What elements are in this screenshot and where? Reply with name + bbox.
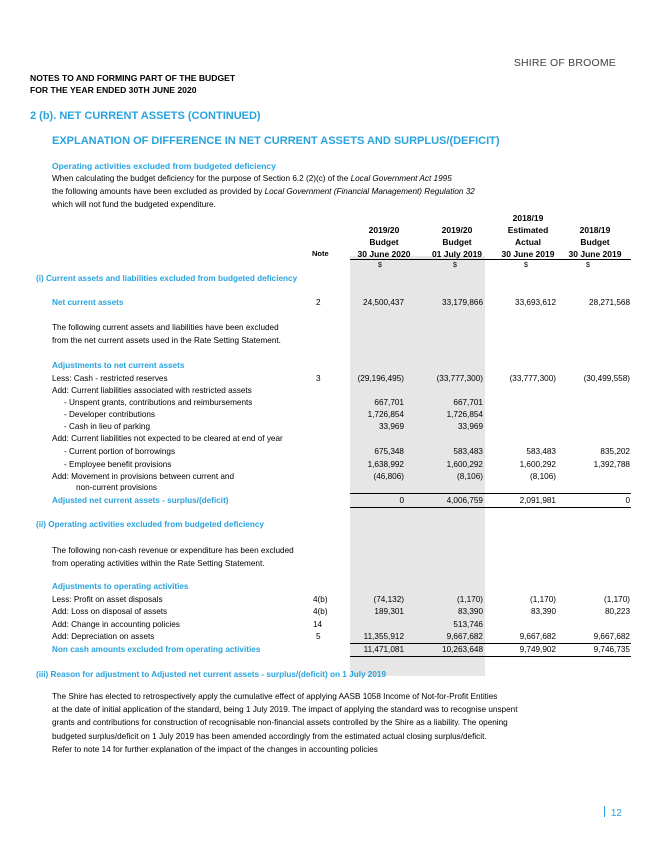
- page-number: 12: [610, 808, 622, 819]
- table-row-label: - Developer contributions: [64, 410, 156, 419]
- table-row-c2: 33,969: [457, 422, 483, 431]
- noncash-total-label: Non cash amounts excluded from operating activities: [52, 645, 261, 654]
- currency-c4: $: [586, 262, 590, 269]
- table-row-note: 3: [316, 374, 321, 383]
- organisation-name: SHIRE OF BROOME: [513, 57, 616, 69]
- table-row-label: - Cash in lieu of parking: [64, 422, 151, 431]
- currency-c3: $: [524, 262, 528, 269]
- noncash-total-c2: 10,263,648: [442, 645, 483, 654]
- section-ii-title: (ii) Operating activities excluded from budgeted deficiency: [36, 520, 264, 529]
- intro-regulation: Local Government (Financial Management) Regulation 32: [264, 187, 475, 197]
- table-row-c4: 80,223: [604, 607, 630, 616]
- intro-paragraph: [52, 172, 552, 212]
- noncash-top-rule: [350, 643, 631, 644]
- adjusted-c2: 4,006,759: [446, 496, 483, 505]
- notes-line-2: FOR THE YEAR ENDED 30TH JUNE 2020: [30, 85, 197, 95]
- table-row-c4: (30,499,558): [583, 374, 630, 383]
- header-estimated-actual: [488, 212, 568, 260]
- table-row-label: Add: Change in accounting policies: [52, 620, 180, 629]
- noncash-total-c1: 11,471,081: [363, 645, 404, 654]
- header-c3-date: 30 June 2019: [501, 249, 555, 259]
- table-row-c3: (1,170): [530, 595, 556, 604]
- adjusted-label: Adjusted net current assets - surplus/(deficit): [52, 496, 229, 505]
- table-row-c2: (8,106): [457, 472, 483, 481]
- adjusted-c4: 0: [625, 496, 630, 505]
- table-row-c3: 1,600,292: [519, 460, 556, 469]
- header-c2-type: Budget: [442, 237, 472, 247]
- table-row-c2: (33,777,300): [436, 374, 483, 383]
- table-row-c1: 33,969: [378, 422, 404, 431]
- table-row-c4: 835,202: [600, 447, 630, 456]
- adjustments-operating-title: Adjustments to operating activities: [52, 582, 189, 591]
- intro-act: Local Government Act 1995: [350, 174, 452, 183]
- table-row-label: - Unspent grants, contributions and reimbursements: [64, 398, 253, 407]
- header-c3-sub: Actual: [515, 237, 541, 247]
- table-row-c1: 1,638,992: [367, 460, 404, 469]
- header-budget-2019: [560, 224, 630, 260]
- table-row-c3: 83,390: [530, 607, 556, 616]
- reason-line-3: grants and contributions for construction of recognisable non-financial assets controlled by the Shire as a liability. The opening: [52, 718, 508, 728]
- intro-text-2: the following amounts have been excluded as provided by: [52, 187, 265, 197]
- table-row-label: - Current portion of borrowings: [64, 447, 176, 456]
- table-row-c1: 189,301: [374, 607, 404, 616]
- table-row-label: Add: Movement in provisions between current and: [52, 472, 235, 481]
- table-row-c2: 1,726,854: [446, 410, 483, 419]
- table-row-note: 4(b): [313, 595, 328, 604]
- header-c3-year: 2018/19: [512, 213, 544, 223]
- table-row-c1: 667,701: [374, 398, 404, 407]
- table-row-c4: (1,170): [604, 595, 630, 604]
- section-i-title: (i) Current assets and liabilities excluded from budgeted deficiency: [36, 274, 298, 283]
- table-row-c3: (8,106): [530, 472, 556, 481]
- header-budget-2019-july: [418, 224, 496, 260]
- net-current-assets-c4: 28,271,568: [589, 298, 630, 307]
- table-row-label: Add: Depreciation on assets: [52, 632, 155, 641]
- table-row-note: 4(b): [313, 607, 328, 616]
- table-row-c1: 11,355,912: [363, 632, 404, 641]
- following-noncash-line-1: The following non-cash revenue or expenditure has been excluded: [52, 546, 294, 555]
- reason-paragraph: [52, 690, 572, 756]
- table-row-c2: 667,701: [453, 398, 483, 407]
- table-row-label: - Employee benefit provisions: [64, 460, 172, 469]
- header-c4-type: Budget: [580, 237, 610, 247]
- header-budget-2020: [345, 224, 423, 260]
- table-row-label: Less: Cash - restricted reserves: [52, 374, 168, 383]
- table-row-label: non-current provisions: [76, 483, 158, 492]
- footer-divider: [604, 806, 605, 817]
- table-row-c3: 583,483: [526, 447, 556, 456]
- header-c3-type: Estimated: [507, 225, 549, 235]
- net-current-assets-c3: 33,693,612: [515, 298, 556, 307]
- noncash-total-c3: 9,749,902: [519, 645, 556, 654]
- net-current-assets-c1: 24,500,437: [363, 298, 404, 307]
- operating-subheading: Operating activities excluded from budgeted deficiency: [52, 161, 276, 171]
- header-c2-year: 2019/20: [441, 225, 473, 235]
- adjustments-title: Adjustments to net current assets: [52, 361, 185, 370]
- currency-c1: $: [378, 262, 382, 269]
- header-c2-date: 01 July 2019: [431, 249, 483, 259]
- table-row-c4: 9,667,682: [593, 632, 630, 641]
- table-row-note: 14: [313, 620, 323, 629]
- table-row-c1: 675,348: [374, 447, 404, 456]
- header-c4-date: 30 June 2019: [568, 249, 622, 259]
- table-row-label: Add: Current liabilities not expected to be cleared at end of year: [52, 434, 283, 443]
- page-footer: [604, 806, 622, 819]
- subsection-title: EXPLANATION OF DIFFERENCE IN NET CURRENT ASSETS AND SURPLUS/(DEFICIT): [52, 135, 500, 147]
- net-current-assets-label: Net current assets: [52, 298, 124, 307]
- net-current-assets-note: 2: [316, 298, 321, 307]
- noncash-total-c4: 9,746,735: [593, 645, 630, 654]
- notes-line-1: NOTES TO AND FORMING PART OF THE BUDGET: [30, 73, 236, 83]
- table-row-c2: 1,600,292: [446, 460, 483, 469]
- notes-heading: [30, 72, 235, 96]
- reason-line-2: at the date of initial application of the standard, being 1 July 2019. The impact of applying the standard was to recognise unspent: [52, 705, 518, 715]
- header-c1-year: 2019/20: [368, 225, 400, 235]
- header-c4-year: 2018/19: [579, 225, 611, 235]
- table-row-c2: 9,667,682: [446, 632, 483, 641]
- intro-text-3: which will not fund the budgeted expenditure.: [52, 200, 216, 210]
- section-title: 2 (b). NET CURRENT ASSETS (CONTINUED): [30, 110, 261, 122]
- adjusted-c3: 2,091,981: [519, 496, 556, 505]
- table-row-c1: (29,196,495): [357, 374, 404, 383]
- header-underline: [350, 259, 631, 260]
- table-row-label: Add: Current liabilities associated with restricted assets: [52, 386, 252, 395]
- table-row-c1: (74,132): [373, 595, 404, 604]
- net-current-assets-c2: 33,179,866: [442, 298, 483, 307]
- adjusted-bottom-rule: [350, 507, 631, 508]
- header-c1-type: Budget: [369, 237, 399, 247]
- following-noncash-line-2: from operating activities within the Rate Setting Statement.: [52, 559, 265, 568]
- table-row-c3: (33,777,300): [509, 374, 556, 383]
- table-row-c2: 513,746: [453, 620, 483, 629]
- header-c1-date: 30 June 2020: [357, 249, 411, 259]
- table-row-c3: 9,667,682: [519, 632, 556, 641]
- table-row-c1: (46,806): [373, 472, 404, 481]
- reason-line-5: Refer to note 14 for further explanation of the impact of the changes in accounting policies: [52, 744, 378, 754]
- section-iii-title: (iii) Reason for adjustment to Adjusted net current assets - surplus/(deficit) on 1 July 2019: [36, 670, 387, 679]
- table-row-c2: 583,483: [453, 447, 483, 456]
- reason-line-4: budgeted surplus/deficit on 1 July 2019 has been amended accordingly from the estimated actual closing surplus/deficit.: [52, 731, 487, 741]
- table-row-label: Less: Profit on asset disposals: [52, 595, 163, 604]
- following-current-line-1: The following current assets and liabilities have been excluded: [52, 323, 279, 332]
- noncash-bottom-rule: [350, 656, 631, 657]
- header-note: Note: [312, 249, 329, 258]
- table-row-c2: (1,170): [457, 595, 483, 604]
- intro-text-1: When calculating the budget deficiency for the purpose of Section 6.2 (2)(c) of the: [52, 174, 351, 183]
- adjusted-top-rule: [350, 493, 631, 494]
- table-row-note: 5: [316, 632, 321, 641]
- following-current-line-2: from the net current assets used in the Rate Setting Statement.: [52, 336, 281, 345]
- currency-c2: $: [453, 262, 457, 269]
- adjusted-c1: 0: [399, 496, 404, 505]
- reason-line-1: The Shire has elected to retrospectively apply the cumulative effect of applying AASB 1058 Income of Not-for-Profit Entities: [52, 692, 498, 701]
- table-row-c4: 1,392,788: [593, 460, 630, 469]
- table-row-c2: 83,390: [457, 607, 483, 616]
- table-row-c1: 1,726,854: [367, 410, 404, 419]
- table-row-label: Add: Loss on disposal of assets: [52, 607, 168, 616]
